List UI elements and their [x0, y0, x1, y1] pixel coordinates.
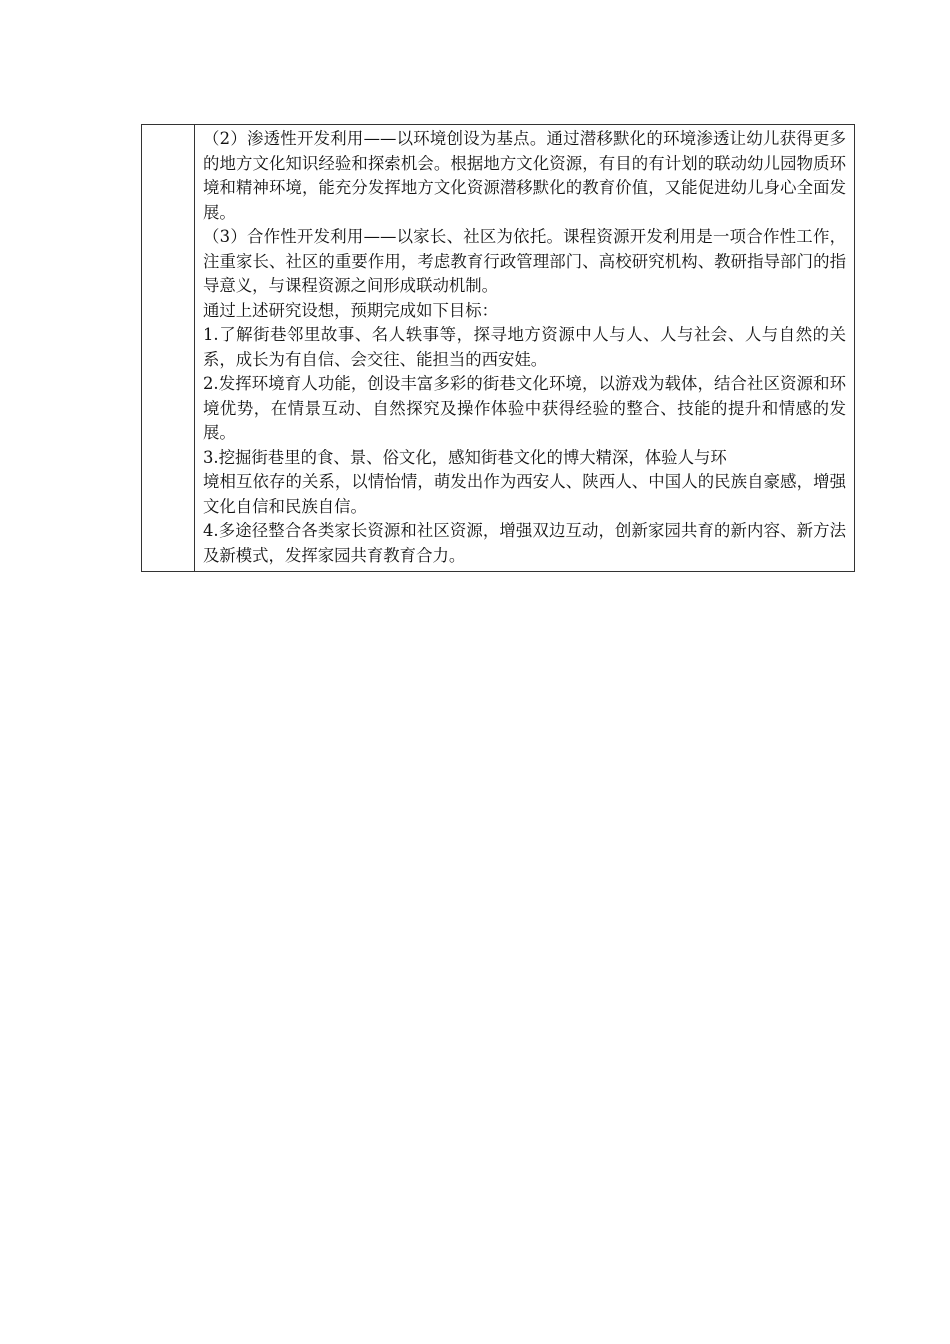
paragraph-goals-intro: 通过上述研究设想，预期完成如下目标： [203, 300, 499, 320]
content-cell [195, 125, 855, 572]
goal-item-1: 1.了解街巷邻里故事、名人轶事等，探寻地方资源中人与人、人与社会、人与自然的关系，成长为有自信、会交往、能担当的西安娃。 [203, 325, 846, 369]
goal-item-2: 2.发挥环境育人功能，创设丰富多彩的街巷文化环境，以游戏为载体，结合社区资源和环境优势，在情景互动、自然探究及操作体验中获得经验的整合、技能的提升和情感的发展。 [203, 374, 846, 442]
goal-item-3-line-2: 境相互依存的关系，以情怡情，萌发出作为西安人、陕西人、中国人的民族自豪感，增强文化自信和民族自信。 [203, 472, 846, 516]
paragraph-penetration: （2）渗透性开发利用——以环境创设为基点。通过潜移默化的环境渗透让幼儿获得更多的地方文化知识经验和探索机会。根据地方文化资源，有目的有计划的联动幼儿园物质环境和精神环境，能充分发挥地方文化资源潜移默化的教育价值，又能促进幼儿身心全面发展。 [203, 129, 846, 222]
table-row [142, 125, 855, 572]
goal-item-3-line-1: 3.挖掘街巷里的食、景、俗文化，感知街巷文化的博大精深，体验人与环 [203, 447, 727, 467]
left-empty-cell [142, 125, 195, 572]
goal-item-4: 4.多途径整合各类家长资源和社区资源，增强双边互动，创新家园共育的新内容、新方法及新模式，发挥家园共育教育合力。 [203, 521, 846, 565]
paragraph-cooperation: （3）合作性开发利用——以家长、社区为依托。课程资源开发利用是一项合作性工作，注重家长、社区的重要作用，考虑教育行政管理部门、高校研究机构、教研指导部门的指导意义，与课程资源之间形成联动机制。 [203, 227, 846, 295]
content-table [141, 124, 855, 572]
